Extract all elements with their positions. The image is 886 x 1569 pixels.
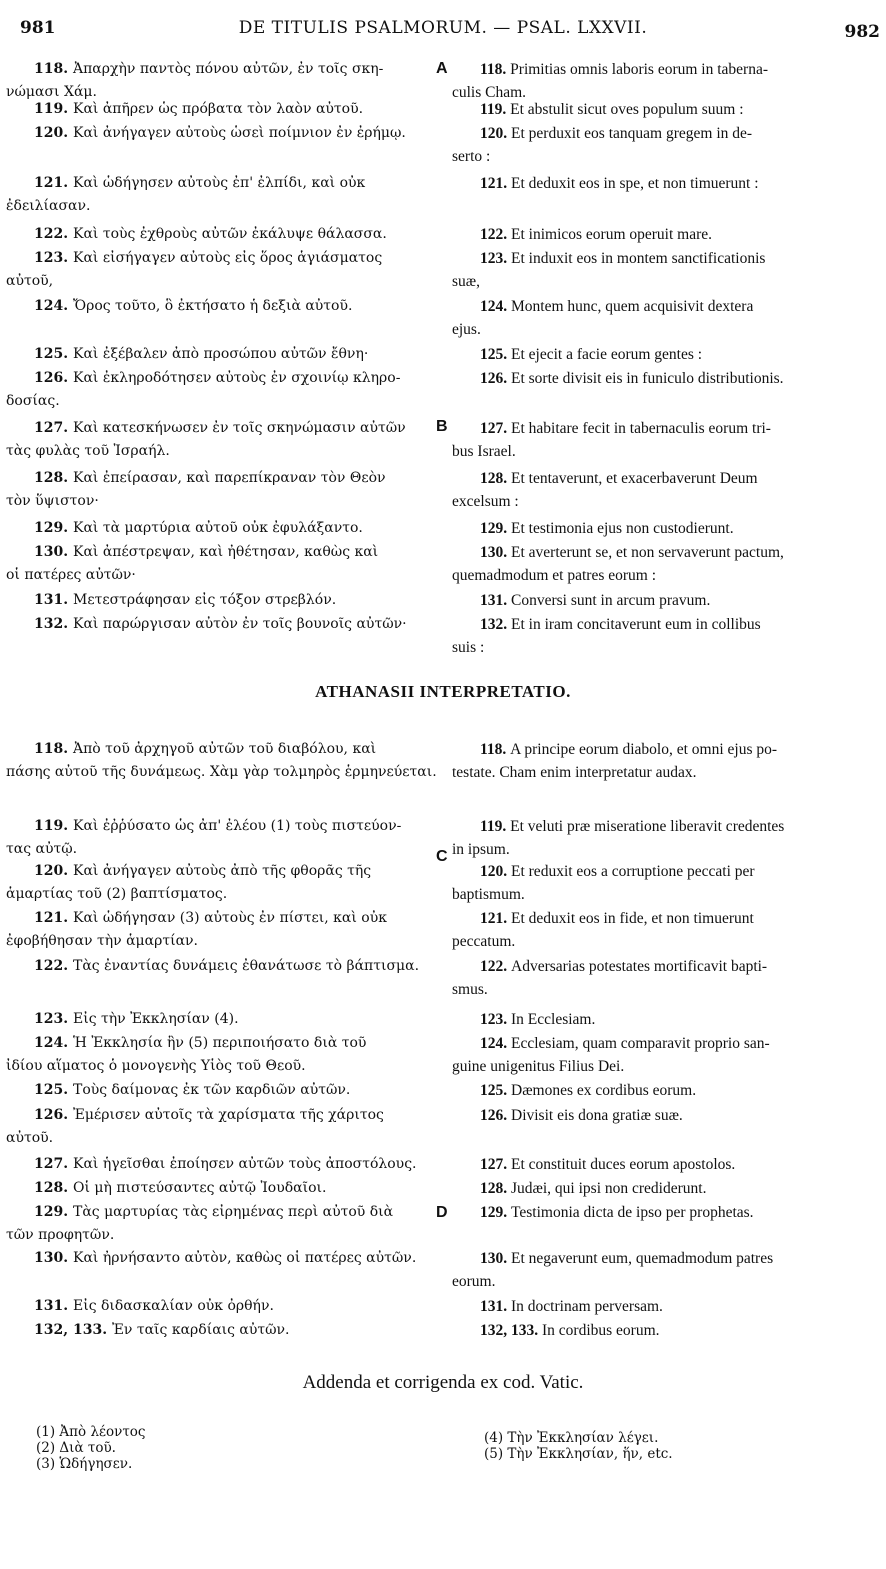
- verse-number: 118.: [480, 61, 511, 78]
- verse-number: 132, 133.: [34, 1322, 112, 1338]
- verse-continuation: ἐδειλίασαν.: [6, 198, 91, 214]
- verse-text: Et ejecit a facie eorum gentes :: [511, 346, 703, 363]
- verse-continuation: τὰς φυλὰς τοῦ Ἰσραήλ.: [6, 443, 170, 459]
- greek-verse: [6, 589, 438, 612]
- verse-text: Εἰς διδασκαλίαν οὐκ ὀρθήν.: [72, 1298, 274, 1314]
- page-number-left: 981: [20, 18, 56, 38]
- greek-verse: [6, 247, 438, 293]
- verse-text: Καὶ εἰσήγαγεν αὐτοὺς εἰς ὅρος ἁγιάσματος: [72, 250, 383, 266]
- latin-verse: [452, 1247, 876, 1293]
- verse-number: 118.: [34, 741, 73, 757]
- latin-verse: [452, 589, 876, 612]
- greek-verse: [6, 367, 438, 413]
- verse-text: Et averterunt se, et non servaverunt pactum,: [511, 544, 784, 561]
- verse-number: 128.: [34, 1180, 73, 1196]
- verse-continuation: ἐφοβήθησαν τὴν ἁμαρτίαν.: [6, 933, 198, 949]
- running-header: [0, 18, 886, 44]
- greek-verse: [6, 1295, 438, 1318]
- verse-text: Et constituit duces eorum apostolos.: [511, 1156, 736, 1173]
- latin-verse: [452, 223, 876, 246]
- verse-continuation: ἰδίου αἵματος ὁ μονογενὴς Υἱὸς τοῦ Θεοῦ.: [6, 1058, 306, 1074]
- latin-verse: [452, 367, 876, 390]
- verse-text: Καὶ ὡδήγησαν (3) αὐτοὺς ἐν πίστει, καὶ οὐκ: [72, 910, 387, 926]
- page-number-right: 982: [844, 22, 880, 42]
- verse-text: Testimonia dicta de ipso per prophetas.: [511, 1204, 754, 1221]
- latin-verse: [452, 1177, 876, 1200]
- verse-text: Dæmones ex cordibus eorum.: [511, 1082, 697, 1099]
- verse-number: 131.: [34, 1298, 73, 1314]
- verse-continuation: smus.: [452, 981, 488, 998]
- verse-number: 125.: [34, 346, 73, 362]
- verse-text: Τὰς ἐναντίας δυνάμεις ἐθανάτωσε τὸ βάπτισμα.: [72, 958, 420, 974]
- verse-number: 122.: [480, 958, 511, 975]
- verse-number: 127.: [34, 1156, 73, 1172]
- verse-number: 126.: [480, 370, 511, 387]
- verse-text: Et perduxit eos tanquam gregem in de-: [511, 125, 753, 142]
- verse-text: Primitias omnis laboris eorum in taberna-: [510, 61, 769, 78]
- verse-number: 128.: [480, 470, 511, 487]
- footnote: (1) Ἀπὸ λέοντος: [36, 1424, 146, 1440]
- verse-text: Et testimonia ejus non custodierunt.: [511, 520, 734, 537]
- verse-number: 127.: [34, 420, 73, 436]
- verse-number: 119.: [480, 101, 511, 118]
- verse-text: Καὶ ἀνήγαγεν αὐτοὺς ὡσεὶ ποίμνιον ἐν ἐρήμῳ.: [72, 125, 406, 141]
- verse-number: 129.: [34, 520, 73, 536]
- verse-continuation: suis :: [452, 639, 485, 656]
- verse-number: 126.: [34, 1107, 73, 1123]
- verse-number: 118.: [34, 61, 73, 77]
- verse-text: Adversarias potestates mortificavit bapti-: [511, 958, 768, 975]
- greek-verse: [6, 1153, 438, 1176]
- verse-number: 125.: [480, 346, 511, 363]
- verse-text: Καὶ ἠρνήσαντο αὐτὸν, καθὼς οἱ πατέρες αὐτῶν.: [72, 1250, 417, 1266]
- verse-text: Ἡ Ἐκκλησία ἣν (5) περιποιήσατο διὰ τοῦ: [72, 1035, 367, 1051]
- greek-verse: [6, 1319, 438, 1342]
- verse-text: Et deduxit eos in spe, et non timuerunt :: [511, 175, 759, 192]
- footnote: (5) Τὴν Ἐκκλησίαν, ἥν, etc.: [484, 1446, 673, 1462]
- verse-continuation: excelsum :: [452, 493, 519, 510]
- verse-number: 127.: [480, 420, 511, 437]
- latin-verse: [452, 815, 876, 861]
- greek-verse: [6, 613, 438, 636]
- latin-verse: [452, 467, 876, 513]
- verse-text: Et deduxit eos in fide, et non timuerunt: [511, 910, 754, 927]
- latin-verse: [452, 343, 876, 366]
- latin-verse: [452, 1295, 876, 1318]
- verse-continuation: testate. Cham enim interpretatur audax.: [452, 764, 697, 781]
- verse-continuation: ejus.: [452, 321, 481, 338]
- verse-text: Conversi sunt in arcum pravum.: [511, 592, 711, 609]
- greek-verse: [6, 860, 438, 906]
- verse-text: In doctrinam perversam.: [511, 1298, 663, 1315]
- latin-verse: [452, 1201, 876, 1224]
- footnote: (3) Ὡδήγησεν.: [36, 1456, 133, 1472]
- greek-verse: [6, 223, 438, 246]
- verse-number: 130.: [480, 544, 511, 561]
- verse-text: Καὶ παρώργισαν αὐτὸν ἐν τοῖς βουνοῖς αὐτῶν·: [72, 616, 407, 632]
- verse-continuation: serto :: [452, 148, 491, 165]
- verse-continuation: αὐτοῦ.: [6, 1130, 54, 1146]
- greek-verse: [6, 1104, 438, 1150]
- verse-number: 122.: [480, 226, 511, 243]
- verse-number: 120.: [480, 125, 511, 142]
- verse-text: Judæi, qui ipsi non crediderunt.: [511, 1180, 707, 1197]
- verse-text: Et in iram concitaverunt eum in collibus: [511, 616, 761, 633]
- verse-continuation: baptismum.: [452, 886, 525, 903]
- greek-verse: [6, 98, 438, 121]
- verse-number: 128.: [480, 1180, 511, 1197]
- verse-text: Et inimicos eorum operuit mare.: [511, 226, 713, 243]
- latin-verse: [452, 1079, 876, 1102]
- latin-verse: [452, 295, 876, 341]
- verse-continuation: τῶν προφητῶν.: [6, 1227, 115, 1243]
- latin-verse: [452, 172, 876, 195]
- margin-marker-a: A: [436, 60, 448, 77]
- verse-text: Καὶ κατεσκήνωσεν ἐν τοῖς σκηνώμασιν αὐτῶν: [72, 420, 406, 436]
- latin-verse: [452, 1153, 876, 1176]
- verse-number: 121.: [34, 175, 73, 191]
- verse-continuation: in ipsum.: [452, 841, 510, 858]
- verse-number: 127.: [480, 1156, 511, 1173]
- greek-verse: [6, 343, 438, 366]
- greek-verse: [6, 467, 438, 513]
- verse-text: Et sorte divisit eis in funiculo distributionis.: [511, 370, 784, 387]
- verse-text: Καὶ τὰ μαρτύρια αὐτοῦ οὐκ ἐφυλάξαντο.: [72, 520, 363, 536]
- verse-text: In cordibus eorum.: [542, 1322, 660, 1339]
- greek-verse: [6, 1177, 438, 1200]
- verse-number: 132.: [480, 616, 511, 633]
- latin-verse: [452, 98, 876, 121]
- latin-verse: [452, 907, 876, 953]
- greek-verse: [6, 172, 438, 218]
- verse-text: Ὄρος τοῦτο, ὃ ἐκτήσατο ἡ δεξιὰ αὐτοῦ.: [72, 298, 353, 314]
- margin-marker-b: B: [436, 418, 448, 435]
- verse-number: 118.: [480, 741, 511, 758]
- latin-verse: [452, 613, 876, 659]
- verse-continuation: peccatum.: [452, 933, 516, 950]
- verse-continuation: eorum.: [452, 1273, 496, 1290]
- greek-verse: [6, 1079, 438, 1102]
- verse-number: 126.: [480, 1107, 511, 1124]
- verse-number: 122.: [34, 958, 73, 974]
- greek-verse: [6, 1247, 438, 1270]
- verse-text: Et habitare fecit in tabernaculis eorum tri-: [511, 420, 771, 437]
- greek-verse: [6, 541, 438, 587]
- verse-number: 124.: [480, 1035, 511, 1052]
- greek-verse: [6, 907, 438, 953]
- verse-text: A principe eorum diabolo, et omni ejus po-: [510, 741, 778, 758]
- verse-text: In Ecclesiam.: [511, 1011, 596, 1028]
- latin-verse: [452, 1319, 876, 1342]
- latin-verse: [452, 417, 876, 463]
- latin-verse: [452, 1032, 876, 1078]
- verse-text: Ἐν ταῖς καρδίαις αὐτῶν.: [111, 1322, 290, 1338]
- greek-verse: [6, 517, 438, 540]
- latin-verse: [452, 247, 876, 293]
- verse-number: 123.: [34, 1011, 73, 1027]
- verse-number: 122.: [34, 226, 73, 242]
- verse-continuation: πάσης αὐτοῦ τῆς δυνάμεως. Χὰμ γὰρ τολμηρὸς ἑρμηνεύεται.: [6, 764, 437, 780]
- verse-number: 128.: [34, 470, 73, 486]
- addenda-title: Addenda et corrigenda ex cod. Vatic.: [302, 1372, 584, 1393]
- verse-text: Καὶ ἀπῆρεν ὡς πρόβατα τὸν λαὸν αὐτοῦ.: [72, 101, 364, 117]
- verse-text: Καὶ ὡδήγησεν αὐτοὺς ἐπ' ἐλπίδι, καὶ οὐκ: [72, 175, 366, 191]
- verse-text: Οἱ μὴ πιστεύσαντες αὐτῷ Ἰουδαῖοι.: [72, 1180, 327, 1196]
- verse-number: 123.: [34, 250, 73, 266]
- latin-verse: [452, 738, 876, 784]
- verse-continuation: δοσίας.: [6, 393, 60, 409]
- verse-text: Ecclesiam, quam comparavit proprio san-: [511, 1035, 770, 1052]
- greek-verse: [6, 295, 438, 318]
- verse-number: 131.: [34, 592, 73, 608]
- verse-number: 129.: [480, 1204, 511, 1221]
- verse-continuation: quemadmodum et patres eorum :: [452, 567, 657, 584]
- verse-text: Et veluti præ miseratione liberavit credentes: [510, 818, 785, 835]
- verse-number: 124.: [34, 1035, 73, 1051]
- latin-verse: [452, 122, 876, 168]
- verse-continuation: culis Cham.: [452, 84, 527, 101]
- greek-verse: [6, 955, 438, 978]
- verse-number: 126.: [34, 370, 73, 386]
- verse-text: Καὶ ἐῤῥύσατο ὡς ἀπ' ἐλέου (1) τοὺς πιστεύον-: [72, 818, 402, 834]
- verse-text: Ἐμέρισεν αὐτοῖς τὰ χαρίσματα τῆς χάριτος: [72, 1107, 384, 1123]
- verse-text: Et induxit eos in montem sanctificationis: [511, 250, 766, 267]
- verse-number: 119.: [34, 101, 73, 117]
- verse-continuation: ἁμαρτίας τοῦ (2) βαπτίσματος.: [6, 886, 228, 902]
- verse-number: 131.: [480, 1298, 511, 1315]
- verse-number: 129.: [480, 520, 511, 537]
- verse-continuation: αὐτοῦ,: [6, 273, 54, 289]
- verse-number: 121.: [34, 910, 73, 926]
- latin-verse: [452, 955, 876, 1001]
- verse-text: Εἰς τὴν Ἐκκλησίαν (4).: [72, 1011, 239, 1027]
- verse-continuation: οἱ πατέρες αὐτῶν·: [6, 567, 136, 583]
- footnotes-right: [484, 1430, 673, 1462]
- verse-text: Καὶ τοὺς ἐχθροὺς αὐτῶν ἐκάλυψε θάλασσα.: [72, 226, 387, 242]
- verse-number: 124.: [34, 298, 73, 314]
- verse-number: 123.: [480, 250, 511, 267]
- verse-number: 124.: [480, 298, 511, 315]
- latin-verse: [452, 1104, 876, 1127]
- verse-text: Τοὺς δαίμονας ἐκ τῶν καρδιῶν αὐτῶν.: [72, 1082, 351, 1098]
- verse-text: Καὶ ἐξέβαλεν ἀπὸ προσώπου αὐτῶν ἔθνη·: [72, 346, 369, 362]
- verse-text: Τὰς μαρτυρίας τὰς εἰρημένας περὶ αὐτοῦ διὰ: [72, 1204, 394, 1220]
- verse-text: Καὶ ἡγεῖσθαι ἐποίησεν αὐτῶν τοὺς ἀποστόλους.: [72, 1156, 417, 1172]
- verse-number: 125.: [480, 1082, 511, 1099]
- greek-verse: [6, 815, 438, 861]
- verse-number: 121.: [480, 175, 511, 192]
- verse-number: 132, 133.: [480, 1322, 542, 1339]
- verse-number: 120.: [34, 863, 73, 879]
- greek-verse: [6, 1008, 438, 1031]
- verse-text: Et reduxit eos a corruptione peccati per: [511, 863, 755, 880]
- latin-verse: [452, 860, 876, 906]
- verse-text: Ἀπὸ τοῦ ἀρχηγοῦ αὐτῶν τοῦ διαβόλου, καὶ: [72, 741, 377, 757]
- verse-continuation: suæ,: [452, 273, 480, 290]
- verse-number: 121.: [480, 910, 511, 927]
- greek-verse: [6, 122, 438, 145]
- verse-text: Ἀπαρχὴν παντὸς πόνου αὐτῶν, ἐν τοῖς σκη-: [72, 61, 384, 77]
- footnote: (2) Διὰ τοῦ.: [36, 1440, 116, 1456]
- footnotes-left: [36, 1424, 146, 1472]
- verse-number: 131.: [480, 592, 511, 609]
- verse-number: 119.: [480, 818, 511, 835]
- verse-number: 132.: [34, 616, 73, 632]
- verse-text: Et abstulit sicut oves populum suum :: [510, 101, 744, 118]
- verse-continuation: guine unigenitus Filius Dei.: [452, 1058, 625, 1075]
- margin-marker-c: C: [436, 848, 448, 865]
- latin-verse: [452, 517, 876, 540]
- verse-number: 130.: [34, 544, 73, 560]
- verse-continuation: νώμασι Χάμ.: [6, 84, 97, 100]
- verse-text: Et negaverunt eum, quemadmodum patres: [511, 1250, 774, 1267]
- greek-verse: [6, 738, 438, 784]
- verse-number: 125.: [34, 1082, 73, 1098]
- verse-number: 130.: [34, 1250, 73, 1266]
- verse-text: Montem hunc, quem acquisivit dextera: [511, 298, 754, 315]
- verse-number: 120.: [480, 863, 511, 880]
- verse-text: Καὶ ἐπείρασαν, καὶ παρεπίκραναν τὸν Θεὸν: [72, 470, 386, 486]
- verse-number: 129.: [34, 1204, 73, 1220]
- verse-text: Et tentaverunt, et exacerbaverunt Deum: [511, 470, 758, 487]
- verse-text: Καὶ ἐκληροδότησεν αὐτοὺς ἐν σχοινίῳ κληρο-: [72, 370, 401, 386]
- greek-verse: [6, 1032, 438, 1078]
- margin-marker-d: D: [436, 1204, 448, 1221]
- verse-text: Καὶ ἀνήγαγεν αὐτοὺς ἀπὸ τῆς φθορᾶς τῆς: [72, 863, 372, 879]
- latin-verse: [452, 1008, 876, 1031]
- verse-number: 123.: [480, 1011, 511, 1028]
- verse-number: 120.: [34, 125, 73, 141]
- greek-verse: [6, 417, 438, 463]
- footnote: (4) Τὴν Ἐκκλησίαν λέγει.: [484, 1430, 659, 1446]
- verse-number: 130.: [480, 1250, 511, 1267]
- verse-continuation: bus Israel.: [452, 443, 516, 460]
- verse-number: 119.: [34, 818, 73, 834]
- verse-text: Divisit eis dona gratiæ suæ.: [511, 1107, 683, 1124]
- section-title: ATHANASII INTERPRETATIO.: [315, 682, 571, 701]
- latin-verse: [452, 541, 876, 587]
- verse-text: Μετεστράφησαν εἰς τόξον στρεβλόν.: [72, 592, 337, 608]
- verse-continuation: τας αὐτῷ.: [6, 841, 78, 857]
- running-title: DE TITULIS PSALMORUM. — PSAL. LXXVII.: [238, 18, 648, 38]
- greek-verse: [6, 1201, 438, 1247]
- verse-text: Καὶ ἀπέστρεψαν, καὶ ἠθέτησαν, καθὼς καὶ: [72, 544, 379, 560]
- verse-continuation: τὸν ὕψιστον·: [6, 493, 99, 509]
